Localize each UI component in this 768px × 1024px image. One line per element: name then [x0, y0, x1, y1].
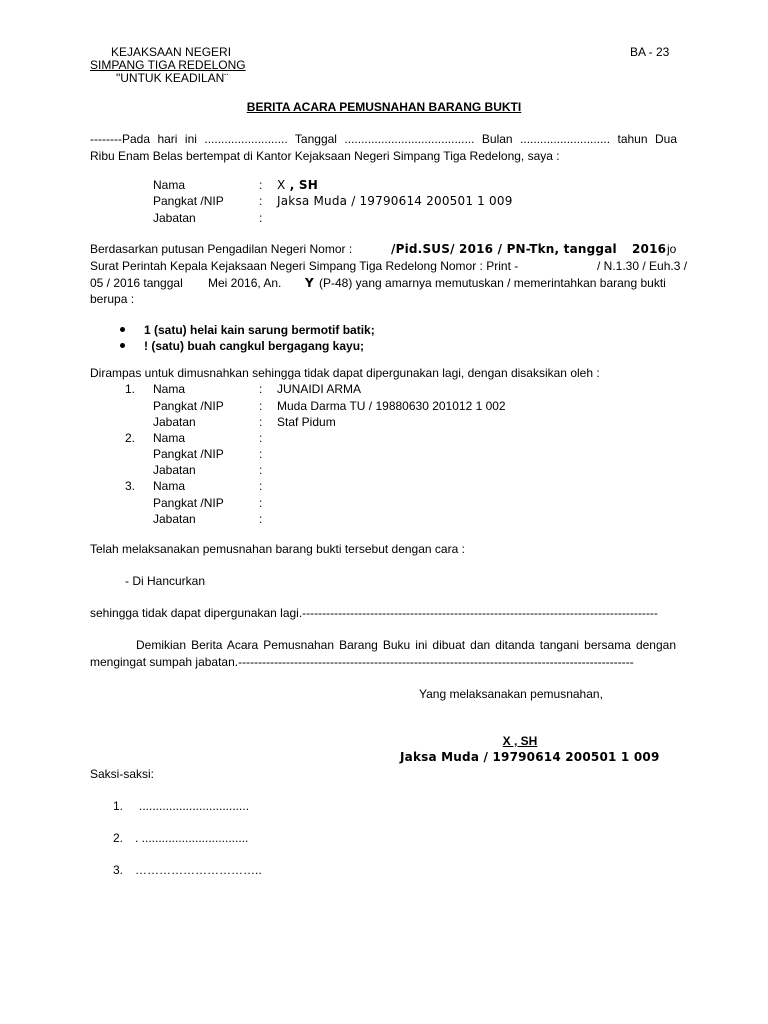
officer-rank: Jaksa Muda / 19790614 200501 1 009 — [277, 194, 513, 208]
witness-name-label: Nama — [153, 479, 186, 493]
witness-number: 1. — [125, 382, 136, 396]
witness-sign-line: ................................. — [139, 799, 250, 813]
colon: : — [259, 447, 263, 461]
basis-jo: jo — [667, 242, 677, 256]
witnesses-label: Saksi-saksi: — [90, 767, 155, 781]
bullet-icon — [120, 322, 128, 330]
colon: : — [259, 463, 263, 477]
conclusion: sehingga tidak dapat dipergunakan lagi.----------------------------------------------------------------------------------------- — [90, 606, 658, 620]
witness-rank: Muda Darma TU / 19880630 201012 1 002 — [277, 399, 506, 413]
witness-position: Staf Pidum — [277, 415, 336, 429]
witness-name-label: Nama — [153, 382, 186, 396]
basis-year: 2016 — [632, 242, 667, 256]
basis-line-3c: Y — [305, 276, 314, 290]
witness-position-label: Jabatan — [153, 463, 196, 477]
witness-name-label: Nama — [153, 431, 186, 445]
officer-position-label: Jabatan — [153, 211, 196, 225]
closing-line-1: Demikian Berita Acara Pemusnahan Barang Buku ini dibuat dan ditanda tangani bersama dengan — [136, 638, 676, 652]
witness-sign-number: 2. — [113, 831, 124, 845]
form-code: BA - 23 — [630, 45, 670, 59]
witness-sign-number: 3. — [113, 863, 124, 877]
method: - Di Hancurkan — [125, 574, 206, 588]
intro-line-2: Ribu Enam Belas bertempat di Kantor Kejaksaan Negeri Simpang Tiga Redelong, saya : — [90, 149, 560, 163]
basis-line-1a: Berdasarkan putusan Pengadilan Negeri Nomor : — [90, 242, 353, 256]
witness-position-label: Jabatan — [153, 512, 196, 526]
witness-position-label: Jabatan — [153, 415, 196, 429]
witness-intro: Dirampas untuk dimusnahkan sehingga tidak dapat dipergunakan lagi, dengan disaksikan oleh : — [90, 366, 600, 380]
colon: : — [259, 479, 263, 493]
closing-line-2: mengingat sumpah jabatan.--------------------------------------------------------------------------------------------------- — [90, 655, 634, 669]
evidence-item: 1 (satu) helai kain sarung bermotif batik; — [144, 323, 375, 337]
witness-rank-label: Pangkat /NIP — [153, 447, 224, 461]
witness-number: 3. — [125, 479, 136, 493]
signature-caption: Yang melaksanakan pemusnahan, — [419, 687, 603, 701]
officer-rank-label: Pangkat /NIP — [153, 194, 224, 208]
witness-sign-line: ………………………….. — [135, 863, 262, 877]
org-location: SIMPANG TIGA REDELONG — [90, 58, 246, 72]
basis-line-2b: / N.1.30 / Euh.3 / — [597, 259, 688, 273]
witness-number: 2. — [125, 431, 136, 445]
org-motto: "UNTUK KEADILAN¨ — [116, 71, 229, 85]
colon: : — [259, 178, 263, 192]
colon: : — [259, 382, 263, 396]
officer-name: X , SH — [277, 178, 319, 192]
basis-line-4: berupa : — [90, 292, 135, 306]
witness-name: JUNAIDI ARMA — [277, 382, 362, 396]
colon: : — [259, 399, 263, 413]
intro-line-1: --------Pada hari ini ......................... Tanggal ....................................... Bulan ........................... tahun Dua — [90, 132, 677, 146]
document-title: BERITA ACARA PEMUSNAHAN BARANG BUKTI — [246, 100, 522, 114]
colon: : — [259, 194, 263, 208]
org-name: KEJAKSAAN NEGERI — [111, 45, 232, 59]
witness-rank-label: Pangkat /NIP — [153, 399, 224, 413]
basis-line-3a: 05 / 2016 tanggal — [90, 276, 183, 290]
signatory-name: X , SH — [502, 734, 538, 748]
method-intro: Telah melaksanakan pemusnahan barang bukti tersebut dengan cara : — [90, 542, 465, 556]
basis-line-3d: (P-48) yang amarnya memutuskan / memerintahkan barang bukti — [319, 276, 666, 290]
witness-sign-number: 1. — [113, 799, 124, 813]
bullet-icon — [120, 338, 128, 346]
colon: : — [259, 431, 263, 445]
basis-case-number: /Pid.SUS/ 2016 / PN-Tkn, tanggal — [391, 242, 617, 256]
basis-line-3b: Mei 2016, An. — [208, 276, 282, 290]
colon: : — [259, 512, 263, 526]
signatory-rank: Jaksa Muda / 19790614 200501 1 009 — [400, 750, 660, 764]
evidence-item: ! (satu) buah cangkul bergagang kayu; — [144, 339, 365, 353]
officer-name-label: Nama — [153, 178, 186, 192]
witness-sign-line: . ................................ — [135, 831, 249, 845]
colon: : — [259, 211, 263, 225]
basis-line-2a: Surat Perintah Kepala Kejaksaan Negeri Simpang Tiga Redelong Nomor : Print - — [90, 259, 519, 273]
witness-rank-label: Pangkat /NIP — [153, 496, 224, 510]
colon: : — [259, 496, 263, 510]
colon: : — [259, 415, 263, 429]
